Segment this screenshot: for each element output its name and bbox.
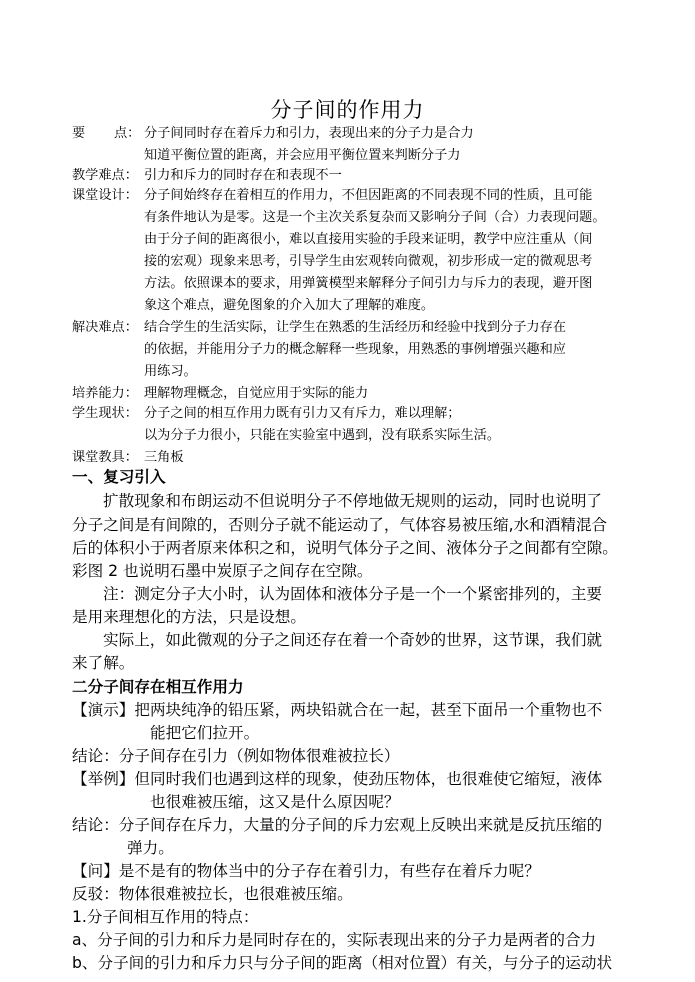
rebuttal-line: 反驳：物体很难被拉长，也很难被压缩。 xyxy=(72,885,353,903)
design-line: 有条件地认为是零。这是一个主次关系复杂而又影响分子间（合）力表现问题。 xyxy=(144,210,606,225)
section1-paragraph2-line: 实际上，如此微观的分子之间还存在着一个奇妙的世界，这节课，我们就 xyxy=(103,631,603,649)
conclusion-attraction: 结论：分子间存在引力（例如物体很难被拉长） xyxy=(72,747,400,765)
example-line: 【举例】但同时我们也遇到这样的现象，使劲压物体，也很难使它缩短，液体 xyxy=(72,770,603,788)
ability-line: 理解物理概念，自觉应用于实际的能力 xyxy=(144,386,369,401)
difficulty-label: 教学难点： xyxy=(72,168,138,183)
conclusion-repulsion-line: 结论：分子间存在斥力，大量的分子间的斥力宏观上反映出来就是反抗压缩的 xyxy=(72,816,603,834)
point-b: b、分子间的引力和斥力只与分子间的距离（相对位置）有关，与分子的运动状 xyxy=(72,954,613,972)
question-line: 【问】是不是有的物体当中的分子存在着引力，有些存在着斥力呢？ xyxy=(72,862,540,880)
design-line: 分子间始终存在着相互的作用力，不但因距离的不同表现不同的性质，且可能 xyxy=(144,188,593,203)
solution-line: 结合学生的生活实际，让学生在熟悉的生活经历和经验中找到分子力存在 xyxy=(144,320,566,335)
conclusion-repulsion-line: 弹力。 xyxy=(127,839,174,857)
demo-line: 能把它们拉开。 xyxy=(150,724,260,742)
status-line: 分子之间的相互作用力既有引力又有斥力，难以理解； xyxy=(144,406,461,421)
point-a: a、分子间的引力和斥力是同时存在的，实际表现出来的分子力是两者的合力 xyxy=(72,931,597,949)
solution-line: 的依据，并能用分子力的概念解释一些现象，用熟悉的事例增强兴趣和应 xyxy=(144,342,566,357)
demo-line: 【演示】把两块纯净的铅压紧，两块铅就合在一起，甚至下面吊一个重物也不 xyxy=(72,701,603,719)
section1-paragraph-line: 彩图 2 也说明石墨中炭原子之间存在空隙。 xyxy=(72,562,373,580)
point-heading: 1.分子间相互作用的特点： xyxy=(72,908,259,926)
example-line: 也很难被压缩，这又是什么原因呢？ xyxy=(150,793,400,811)
difficulty-line: 引力和斥力的同时存在和表现不一 xyxy=(144,168,342,183)
tools-line: 三角板 xyxy=(144,450,184,465)
section1-paragraph2-line: 来了解。 xyxy=(72,654,135,672)
section1-note-line: 注：测定分子大小时，认为固体和液体分子是一个一个紧密排列的，主要 xyxy=(103,585,603,603)
status-line: 以为分子力很小，只能在实验室中遇到，没有联系实际生活。 xyxy=(144,428,501,443)
solution-label: 解决难点： xyxy=(72,320,138,335)
section1-paragraph-line: 后的体积小于两者原来体积之和，说明气体分子之间、液体分子之间都有空隙。 xyxy=(72,539,618,557)
key-points-line: 分子间同时存在着斥力和引力，表现出来的分子力是合力 xyxy=(144,126,474,141)
design-line: 由于分子间的距离很小，难以直接用实验的手段来证明，教学中应注重从（间 xyxy=(144,232,593,247)
tools-label: 课堂教具： xyxy=(72,450,138,465)
design-line: 象这个难点，避免图象的介入加大了理解的难度。 xyxy=(144,298,435,313)
section1-heading: 一、复习引入 xyxy=(72,468,166,486)
design-label: 课堂设计： xyxy=(72,188,138,203)
design-line: 方法。依照课本的要求，用弹簧模型来解释分子间引力与斥力的表现，避开图 xyxy=(144,276,593,291)
key-points-line: 知道平衡位置的距离，并会应用平衡位置来判断分子力 xyxy=(144,148,461,163)
page-title: 分子间的作用力 xyxy=(270,98,425,122)
section1-paragraph-line: 分子之间是有间隙的，否则分子就不能运动了，气体容易被压缩,水和酒精混合 xyxy=(72,516,608,534)
section1-paragraph-line: 扩散现象和布朗运动不但说明分子不停地做无规则的运动，同时也说明了 xyxy=(103,492,603,510)
key-points-label-part2: 点： xyxy=(114,126,141,141)
section2-heading: 二分子间存在相互作用力 xyxy=(72,678,244,696)
key-points-label-part1: 要 xyxy=(72,126,86,141)
solution-line: 用练习。 xyxy=(144,364,197,379)
ability-label: 培养能力： xyxy=(72,386,138,401)
section1-note-line: 是用来理想化的方法，只是设想。 xyxy=(72,608,306,626)
status-label: 学生现状： xyxy=(72,406,138,421)
design-line: 接的宏观）现象来思考，引导学生由宏观转向微观，初步形成一定的微观思考 xyxy=(144,254,593,269)
